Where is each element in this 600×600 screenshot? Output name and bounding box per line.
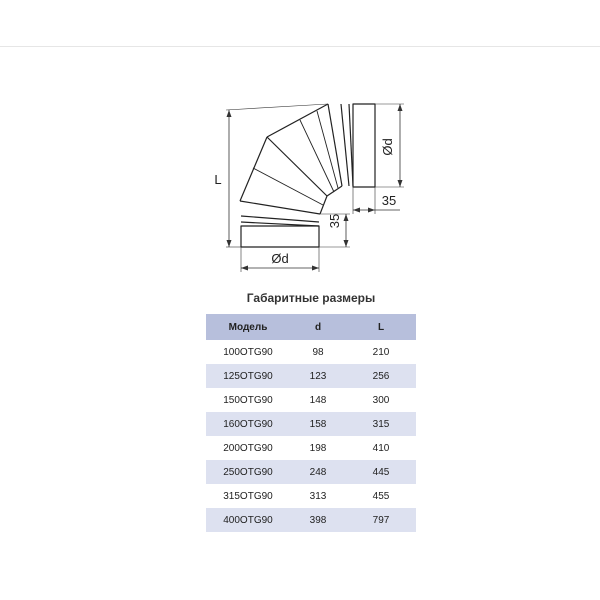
table-row [206, 364, 416, 388]
length-label: L [214, 172, 222, 187]
cell-d: 123 [290, 364, 346, 388]
cell-model: 400OTG90 [206, 508, 290, 532]
cell-model: 150OTG90 [223, 394, 273, 406]
cell-model: 100OTG90 [223, 346, 273, 358]
header-d: d [290, 314, 346, 340]
cell-model: 125OTG90 [206, 364, 290, 388]
cell-model: 160OTG90 [206, 412, 290, 436]
cell-l: 410 [372, 442, 390, 454]
cell-l: 210 [372, 346, 390, 358]
offset-label-horizontal: 35 [381, 193, 397, 208]
right-connector [328, 104, 375, 187]
table-row [206, 388, 416, 412]
cell-l: 300 [372, 394, 390, 406]
bottom-connector [240, 201, 320, 247]
table-row [206, 508, 416, 532]
cell-l: 315 [346, 412, 416, 436]
cell-d: 98 [312, 346, 324, 358]
header-l: L [346, 314, 416, 340]
table-row [206, 484, 416, 508]
cell-model: 315OTG90 [223, 490, 273, 502]
dimensions-table [206, 314, 416, 532]
cell-l: 445 [346, 460, 416, 484]
diameter-label-right: Ød [380, 138, 395, 156]
cell-model: 250OTG90 [206, 460, 290, 484]
cell-d: 313 [309, 490, 327, 502]
table-row [206, 460, 416, 484]
bend-segments [240, 104, 342, 214]
cell-model: 200OTG90 [223, 442, 273, 454]
cell-l: 455 [372, 490, 390, 502]
cell-d: 198 [309, 442, 327, 454]
cell-d: 148 [309, 394, 327, 406]
cell-l: 797 [346, 508, 416, 532]
cell-d: 158 [290, 412, 346, 436]
table-row [206, 340, 416, 364]
header-model: Модель [206, 314, 290, 340]
table-header-row [206, 314, 416, 340]
table-row [206, 436, 416, 460]
table-title: Габаритные размеры [246, 291, 376, 305]
cell-d: 248 [290, 460, 346, 484]
elbow-technical-drawing [0, 0, 600, 290]
diameter-label-bottom: Ød [271, 251, 289, 266]
cell-d: 398 [290, 508, 346, 532]
table-row [206, 412, 416, 436]
cell-l: 256 [346, 364, 416, 388]
offset-label-vertical: 35 [327, 213, 342, 229]
